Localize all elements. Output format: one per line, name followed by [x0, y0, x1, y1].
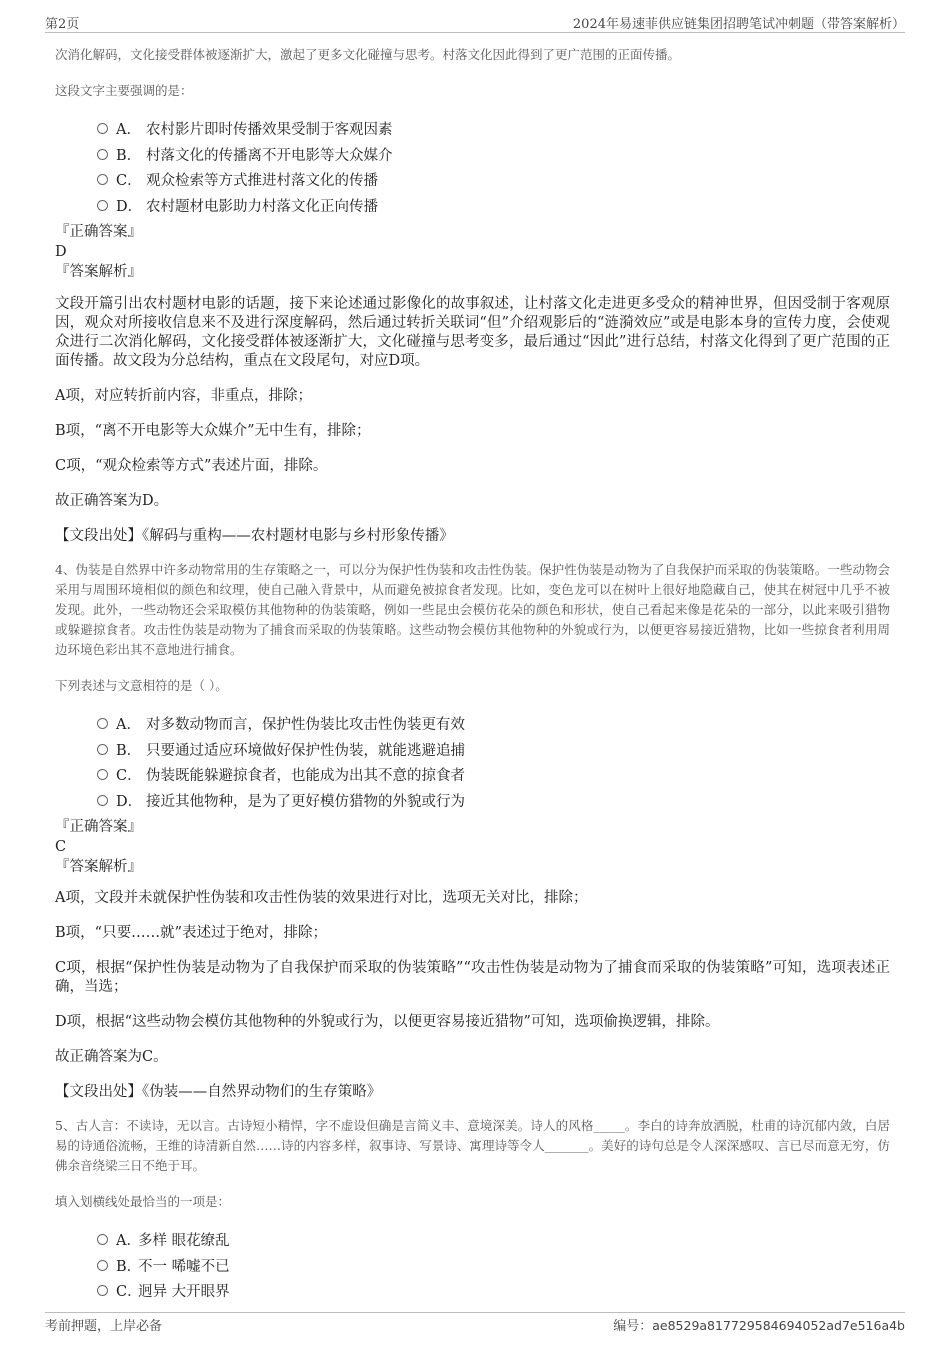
q4-option-d[interactable]: D． 接近其他物种，是为了更好模仿猎物的外貌或行为	[97, 788, 890, 814]
q4-stem: 4、伪装是自然界中许多动物常用的生存策略之一，可以分为保护性伪装和攻击性伪装。保护性伪装是动物为了自我保护而采取的伪装策略。一些动物会采用与周围环境相似的颜色和纹理，使自己融入背景中，从而避免被掠食者发现。比如，变色龙可以在树叶上很好地隐藏自己，使其在树冠中几乎不被发现。此外，一些动物还会采取模仿其他物种的伪装策略，例如一些昆虫会模仿花朵的颜色和形状，使自己看起来像是花朵的一部分，以此来吸引猎物或躲避掠食者。攻击性伪装是动物为了捕食而采取的伪装策略。这些动物会模仿其他物种的外貌或行为，以便更容易接近猎物，比如一些掠食者利用周边环境色彩出其不意地进行捕食。	[55, 562, 890, 657]
q4-ask: 下列表述与文意相符的是（ ）。	[55, 678, 228, 693]
radio-icon[interactable]	[97, 1234, 108, 1245]
q3-analysis-b: B项，“离不开电影等大众媒介”无中生有，排除；	[55, 423, 371, 439]
radio-icon[interactable]	[97, 123, 108, 134]
document-id	[613, 1315, 905, 1334]
q4-answer: C	[55, 839, 67, 855]
radio-icon[interactable]	[97, 744, 108, 755]
radio-icon[interactable]	[97, 149, 108, 160]
q5-options	[55, 1227, 890, 1304]
q4-option-b[interactable]: B． 只要通过适应环境做好保护性伪装，就能逃避追捕	[97, 737, 890, 763]
q4-analysis-b: B项，“只要……就”表述过于绝对，排除；	[55, 925, 327, 941]
document-id-code: ae8529a817729584694052ad7e516a4b	[652, 1318, 905, 1333]
q3-option-d[interactable]: D． 农村题材电影助力村落文化正向传播	[97, 193, 890, 219]
q4-analysis-label: 『答案解析』	[55, 859, 142, 875]
q5-option-a[interactable]: A． 多样 眼花缭乱	[97, 1227, 890, 1253]
q3-options	[55, 116, 890, 218]
q4-option-c[interactable]: C． 伪装既能躲避掠食者，也能成为出其不意的掠食者	[97, 762, 890, 788]
q3-conclusion: 故正确答案为D。	[55, 493, 169, 509]
q4-answer-label: 『正确答案』	[55, 819, 142, 835]
q3-answer-label: 『正确答案』	[55, 224, 142, 240]
q4-options	[55, 711, 890, 813]
radio-icon[interactable]	[97, 1260, 108, 1271]
page-footer	[45, 1312, 905, 1335]
q4-option-a[interactable]: A． 对多数动物而言，保护性伪装比攻击性伪装更有效	[97, 711, 890, 737]
q3-answer: D	[55, 244, 67, 260]
q4-conclusion: 故正确答案为C。	[55, 1049, 168, 1065]
radio-icon[interactable]	[97, 200, 108, 211]
document-title: 2024年易速菲供应链集团招聘笔试冲刺题（带答案解析）	[572, 17, 905, 32]
q3-option-c[interactable]: C． 观众检索等方式推进村落文化的传播	[97, 167, 890, 193]
q3-analysis-a: A项，对应转折前内容，非重点，排除；	[55, 388, 312, 404]
q3-analysis-label: 『答案解析』	[55, 264, 142, 280]
radio-icon[interactable]	[97, 795, 108, 806]
q3-stem-continuation: 次消化解码，文化接受群体被逐渐扩大，激起了更多文化碰撞与思考。村落文化因此得到了更广范围的正面传播。	[55, 47, 681, 62]
q3-analysis-main: 文段开篇引出农村题材电影的话题，接下来论述通过影像化的故事叙述，让村落文化走进更多受众的精神世界，但因受制于客观原因，观众对所接收信息来不及进行深度解码，然后通过转折关联词“但”介绍观影后的“涟漪效应”或是电影本身的宣传力度，会使观众进行二次消化解码，文化接受群体被逐渐扩大，文化碰撞与思考变多，最后通过“因此”进行总结，村落文化得到了更广范围的正面传播。故文段为分总结构，重点在文段尾句，对应D项。	[55, 296, 890, 369]
q3-source: 【文段出处】《解码与重构——农村题材电影与乡村形象传播》	[55, 528, 454, 544]
document-id-label: 编号：	[613, 1319, 653, 1334]
q5-stem: 5、古人言：不读诗，无以言。古诗短小精悍，字不虚设但确是言简义丰、意境深美。诗人的风格_____。李白的诗奔放洒脱，杜甫的诗沉郁内敛，白居易的诗通俗流畅，王维的诗清新自然……诗的内容多样，叙事诗、写景诗、寓理诗等令人_______。美好的诗句总是令人深深感叹、言已尽而意无穷，仿佛余音绕梁三日不绝于耳。	[55, 1118, 890, 1173]
q5-ask: 填入划横线处最恰当的一项是：	[55, 1194, 231, 1209]
q4-source: 【文段出处】《伪装——自然界动物们的生存策略》	[55, 1084, 382, 1100]
radio-icon[interactable]	[97, 718, 108, 729]
q3-ask: 这段文字主要强调的是：	[55, 83, 193, 98]
q5-option-c[interactable]: C． 迥异 大开眼界	[97, 1278, 890, 1304]
q4-analysis-c: C项，根据“保护性伪装是动物为了自我保护而采取的伪装策略”“攻击性伪装是动物为了捕食而采取的伪装策略”可知，选项表述正确，当选；	[55, 960, 890, 995]
page-number: 第2页	[45, 17, 80, 32]
page-header	[45, 10, 905, 33]
q5-option-b[interactable]: B． 不一 唏嘘不已	[97, 1253, 890, 1279]
radio-icon[interactable]	[97, 174, 108, 185]
radio-icon[interactable]	[97, 1285, 108, 1296]
q3-analysis-c: C项，“观众检索等方式”表述片面，排除。	[55, 458, 328, 474]
document-body	[55, 40, 890, 1304]
radio-icon[interactable]	[97, 769, 108, 780]
q3-option-a[interactable]: A． 农村影片即时传播效果受制于客观因素	[97, 116, 890, 142]
q4-analysis-d: D项，根据“这些动物会模仿其他物种的外貌或行为，以便更容易接近猎物”可知，选项偷换逻辑，排除。	[55, 1014, 720, 1030]
footer-slogan: 考前押题，上岸必备	[45, 1319, 163, 1334]
q3-option-b[interactable]: B． 村落文化的传播离不开电影等大众媒介	[97, 142, 890, 168]
q4-analysis-a: A项，文段并未就保护性伪装和攻击性伪装的效果进行对比，选项无关对比，排除；	[55, 890, 588, 906]
